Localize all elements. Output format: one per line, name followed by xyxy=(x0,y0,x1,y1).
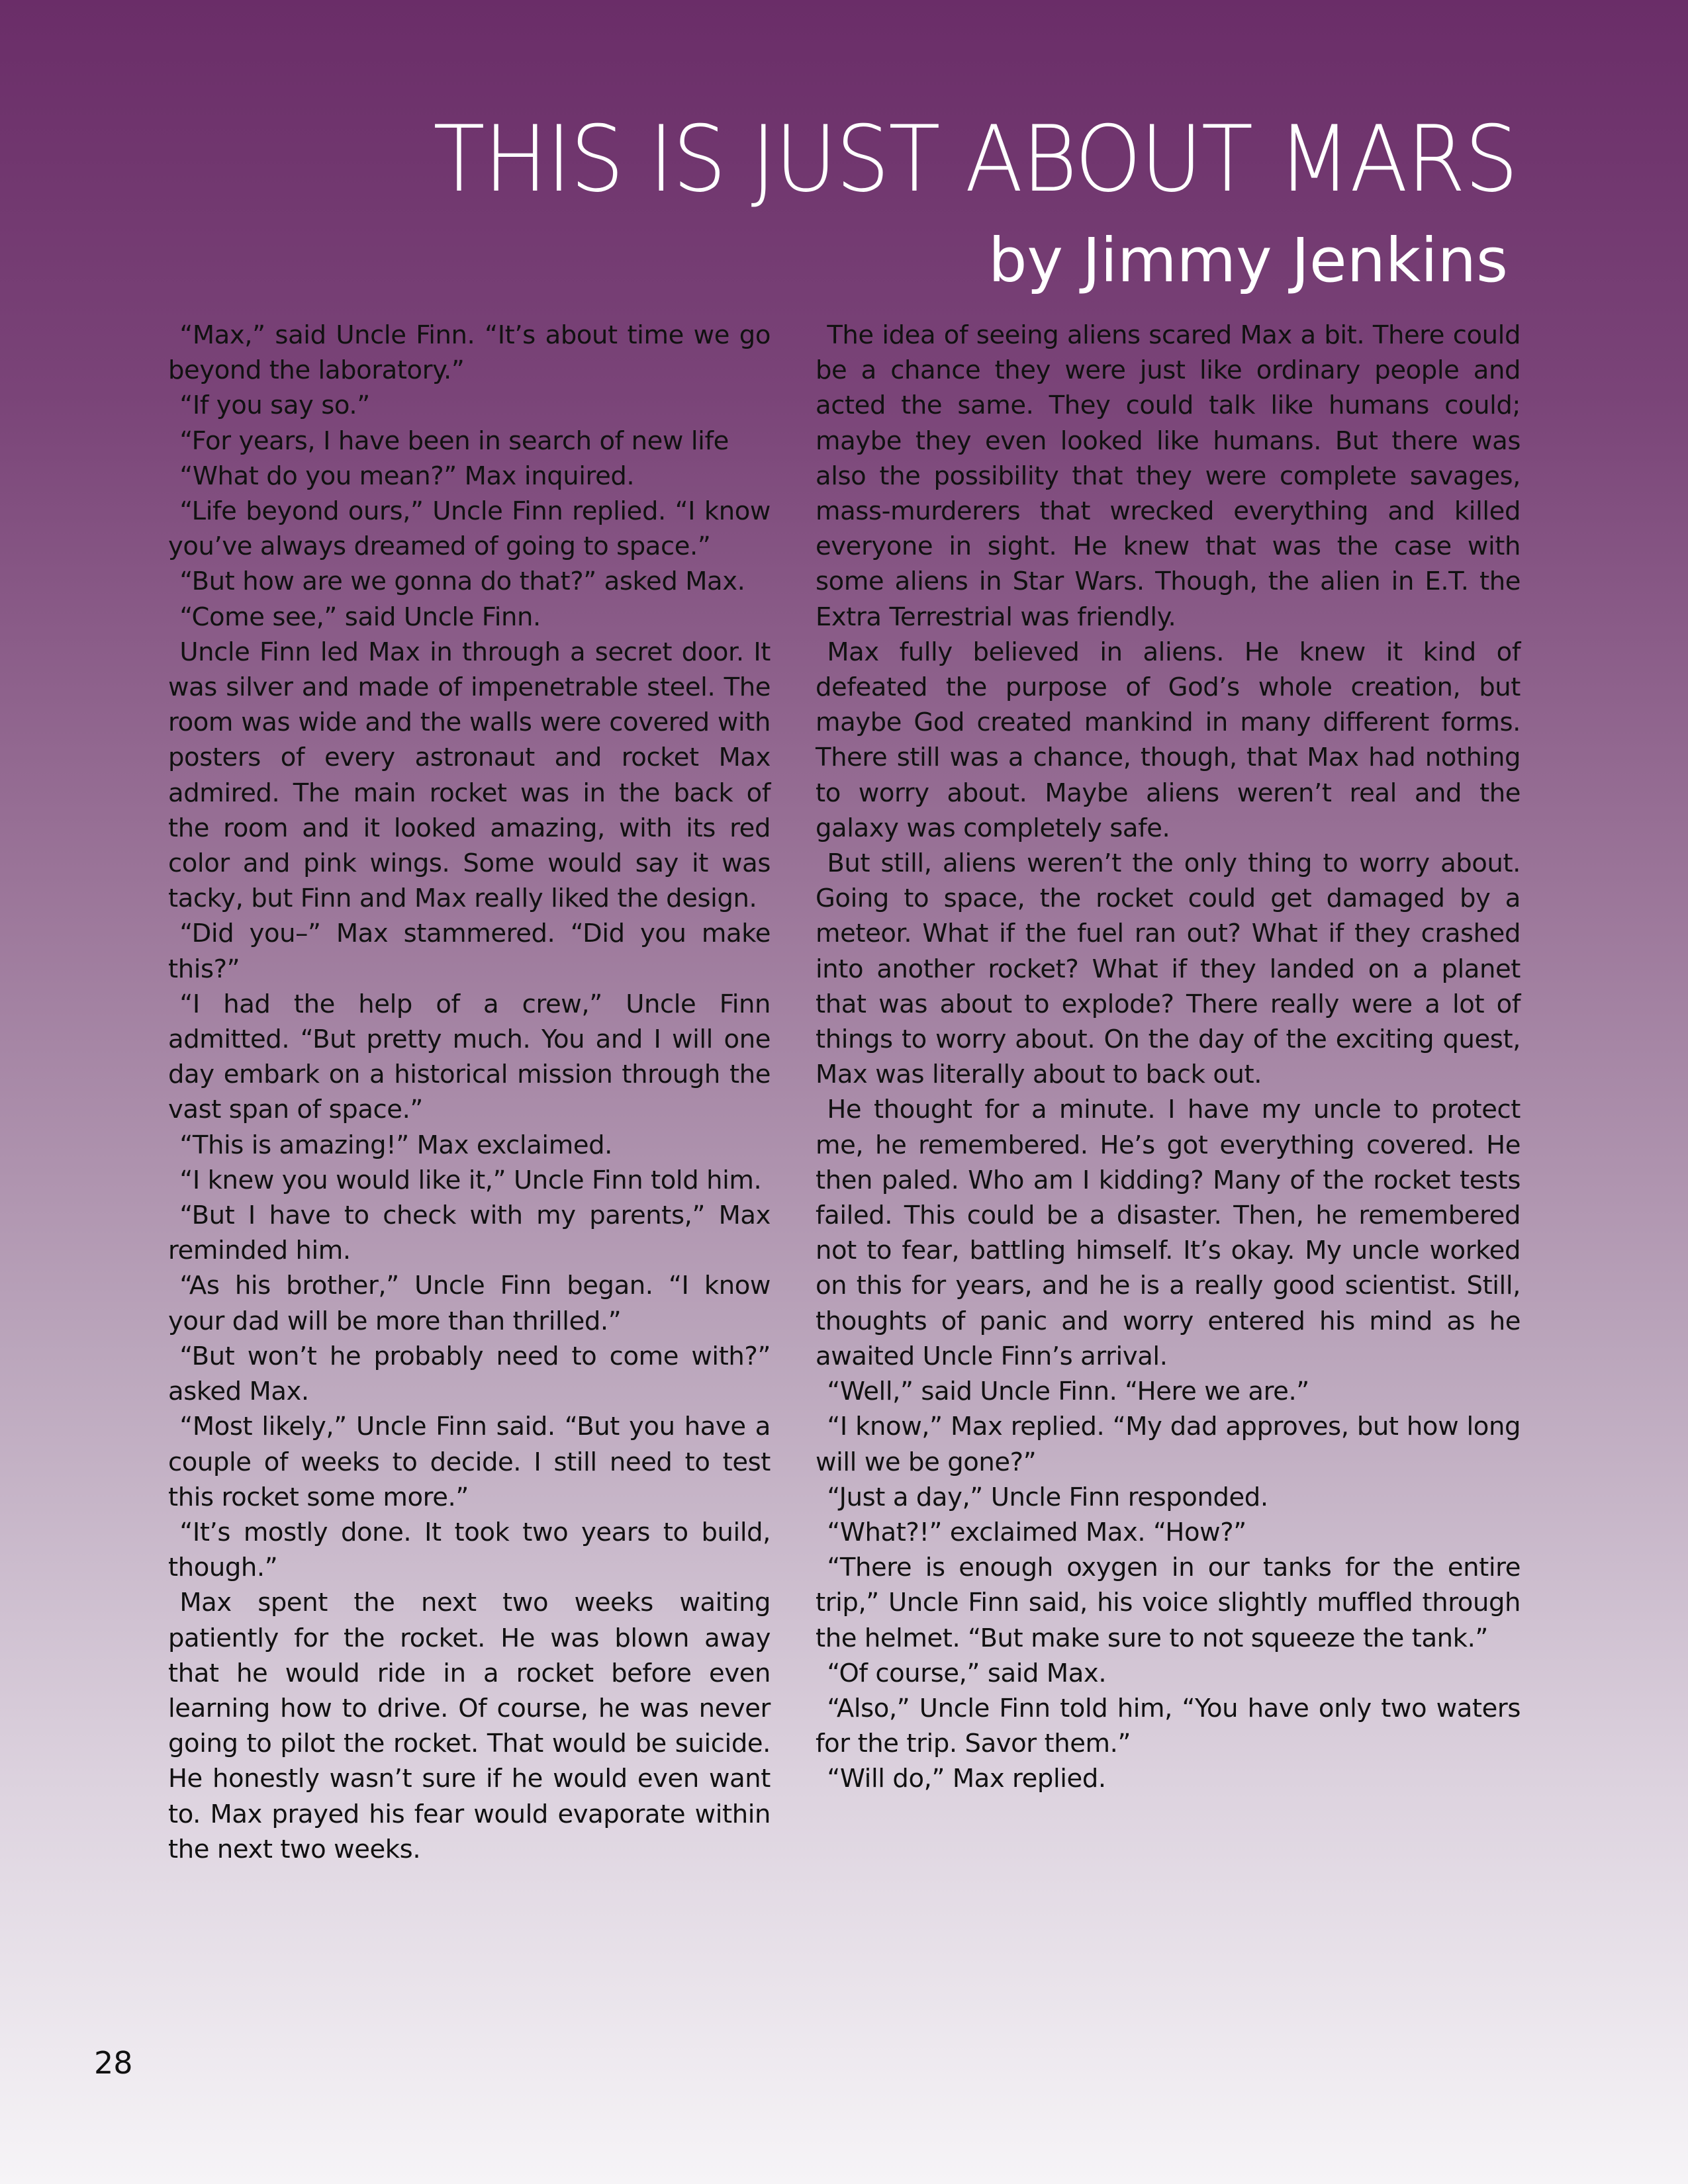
paragraph: Uncle Finn led Max in through a secret door. It was silver and made of impenetrable steel. The room was wide and the walls were covered with posters of every astronaut and rocket Max admired. The main rocket was in the back of the room and it looked amazing, with its red color and pink wings. Some would say it was tacky, but Finn and Max really liked the design. xyxy=(168,637,771,914)
right-text-column xyxy=(816,318,1521,1797)
article-byline: by Jimmy Jenkins xyxy=(988,225,1508,296)
paragraph: “Of course,” said Max. xyxy=(827,1658,1107,1688)
article-title: THIS IS JUST ABOUT MARS xyxy=(433,106,1517,212)
paragraph: “What?!” exclaimed Max. “How?” xyxy=(827,1517,1246,1547)
paragraph: “If you say so.” xyxy=(179,390,370,421)
paragraph: “As his brother,” Uncle Finn began. “I know your dad will be more than thrilled.” xyxy=(168,1271,771,1336)
paragraph: “But how are we gonna do that?” asked Max. xyxy=(179,567,745,597)
paragraph: Max spent the next two weeks waiting patiently for the rocket. He was blown away that he would ride in a rocket before even learning how to drive. Of course, he was never going to pilot the rocket. That would be suicide. He honestly wasn’t sure if he would even want to. Max prayed his fear would evaporate within the next two weeks. xyxy=(168,1588,771,1864)
paragraph: “There is enough oxygen in our tanks for the entire trip,” Uncle Finn said, his voice slightly muffled through the helmet. “But make sure to not squeeze the tank.” xyxy=(816,1553,1521,1653)
paragraph: But still, aliens weren’t the only thing to worry about. Going to space, the rocket could get damaged by a meteor. What if the fuel ran out? What if they crashed into another rocket? What if they landed on a planet that was about to explode? There really were a lot of things to worry about. On the day of the exciting quest, Max was literally about to back out. xyxy=(816,848,1521,1090)
paragraph: “Max,” said Uncle Finn. “It’s about time we go beyond the laboratory.” xyxy=(168,320,771,386)
paragraph: “I had the help of a crew,” Uncle Finn admitted. “But pretty much. You and I will one day embark on a historical mission through the vast span of space.” xyxy=(168,989,771,1125)
paragraph: “I knew you would like it,” Uncle Finn told him. xyxy=(179,1165,762,1195)
paragraph: “Come see,” said Uncle Finn. xyxy=(179,602,541,632)
paragraph: “But I have to check with my parents,” Max reminded him. xyxy=(168,1201,771,1266)
paragraph: “This is amazing!” Max exclaimed. xyxy=(179,1130,612,1160)
paragraph: “What do you mean?” Max inquired. xyxy=(179,461,635,491)
paragraph: “Life beyond ours,” Uncle Finn replied. “I know you’ve always dreamed of going to space.” xyxy=(168,496,771,562)
paragraph: “Also,” Uncle Finn told him, “You have only two waters for the trip. Savor them.” xyxy=(816,1693,1521,1759)
paragraph: “I know,” Max replied. “My dad approves, but how long will we be gone?” xyxy=(816,1412,1521,1477)
paragraph: He thought for a minute. I have my uncle to protect me, he remembered. He’s got everything covered. He then paled. Who am I kidding? Many of the rocket tests failed. This could be a disaster. Then, he remembered not to fear, battling himself. It’s okay. My uncle worked on this for years, and he is a really good scientist. Still, thoughts of panic and worry entered his mind as he awaited Uncle Finn’s arrival. xyxy=(816,1095,1521,1371)
paragraph: “But won’t he probably need to come with?” asked Max. xyxy=(168,1341,771,1407)
paragraph: The idea of seeing aliens scared Max a bit. There could be a chance they were just like ordinary people and acted the same. They could talk like humans could; maybe they even looked like humans. But there was also the possibility that they were complete savages, mass-murderers that wrecked everything and killed everyone in sight. He knew that was the case with some aliens in Star Wars. Though, the alien in E.T. the Extra Terrestrial was friendly. xyxy=(816,320,1521,632)
paragraph: “Did you–” Max stammered. “Did you make this?” xyxy=(168,919,771,984)
paragraph: “Most likely,” Uncle Finn said. “But you have a couple of weeks to decide. I still need to test this rocket some more.” xyxy=(168,1412,771,1512)
paragraph: “For years, I have been in search of new life xyxy=(179,426,729,456)
paragraph: Max fully believed in aliens. He knew it kind of defeated the purpose of God’s whole creation, but maybe God created mankind in many different forms. There still was a chance, though, that Max had nothing to worry about. Maybe aliens weren’t real and the galaxy was completely safe. xyxy=(816,637,1521,843)
paragraph: “Will do,” Max replied. xyxy=(827,1764,1106,1794)
paragraph: “It’s mostly done. It took two years to build, though.” xyxy=(168,1517,771,1583)
paragraph: “Just a day,” Uncle Finn responded. xyxy=(827,1482,1268,1512)
page-number: 28 xyxy=(94,2045,133,2081)
paragraph: “Well,” said Uncle Finn. “Here we are.” xyxy=(827,1377,1309,1407)
left-text-column xyxy=(168,318,771,1867)
